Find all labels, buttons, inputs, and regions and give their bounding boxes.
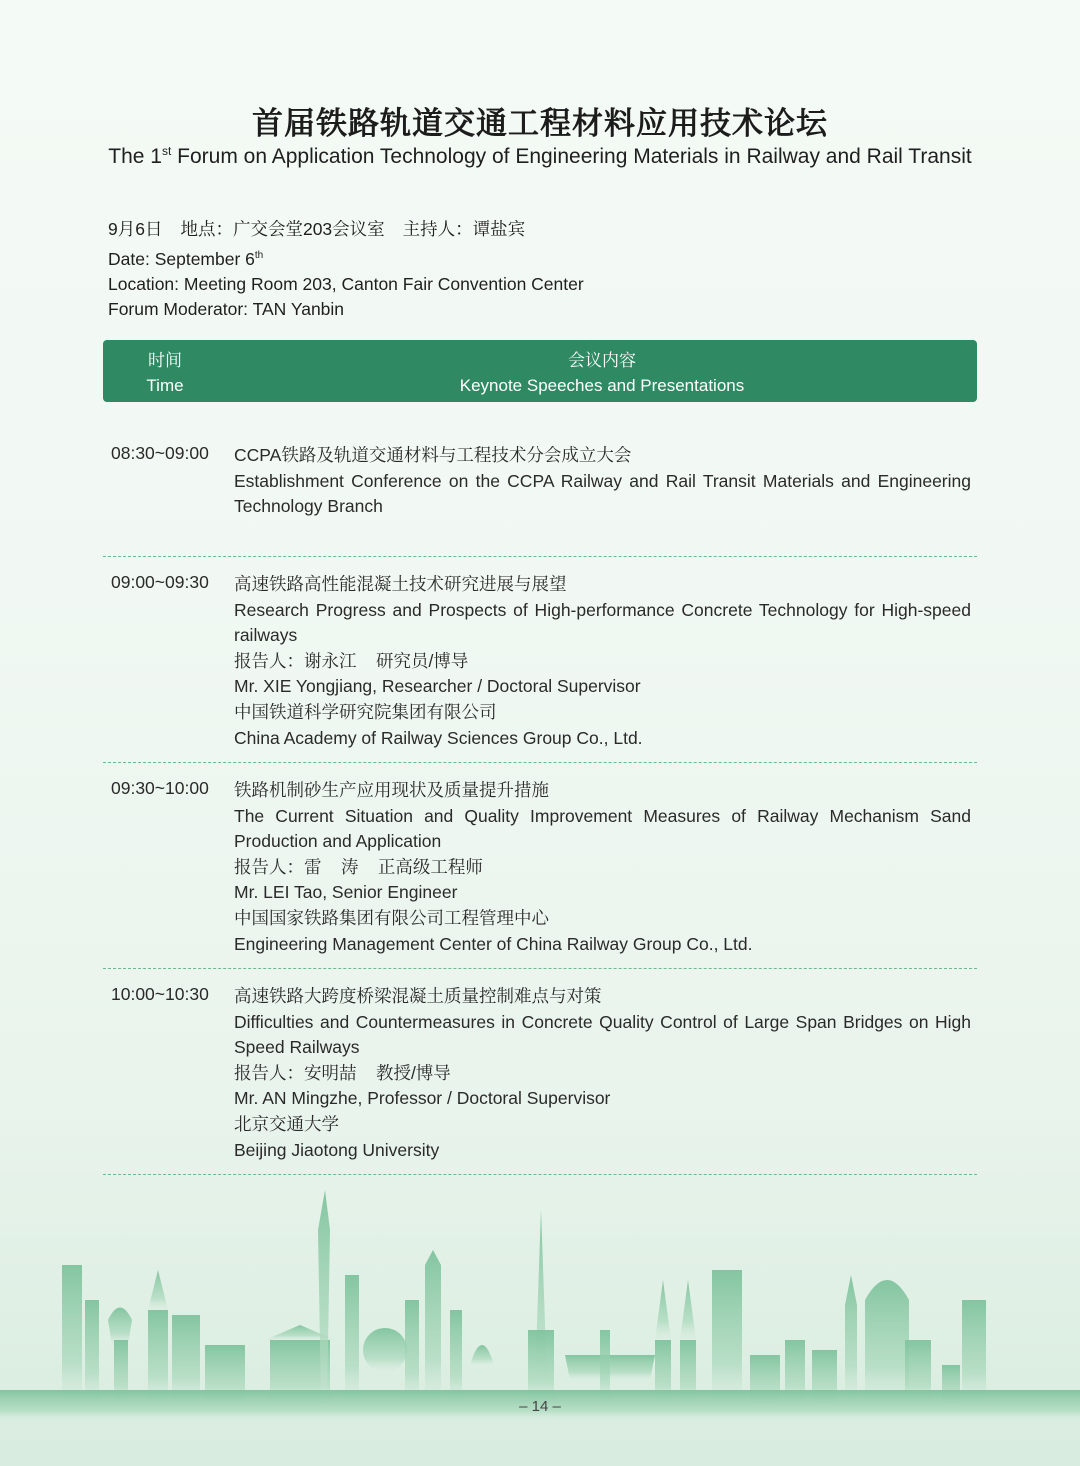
session-speaker-en: Mr. XIE Yongjiang, Researcher / Doctoral Supervisor (234, 676, 641, 697)
session-divider (103, 968, 977, 969)
session-divider (103, 556, 977, 557)
session-title-en: Establishment Conference on the CCPA Railway and Rail Transit Materials and Engineering Technology Branch (234, 470, 971, 517)
session-speaker-cn: 报告人：安明喆 教授/博导 (234, 1062, 451, 1083)
session-time: 09:30~10:00 (111, 778, 209, 798)
session-speaker-en: Mr. AN Mingzhe, Professor / Doctoral Supervisor (234, 1088, 611, 1109)
session-org-en: Beijing Jiaotong University (234, 1139, 440, 1160)
meta-cn-date: 9月6日 (108, 219, 163, 239)
session-org-en: China Academy of Railway Sciences Group Co., Ltd. (234, 727, 643, 748)
title-en-prefix: The 1 (108, 145, 162, 168)
forum-title-en (0, 144, 1080, 169)
meta-date-text: Date: September 6 (108, 248, 255, 269)
session-content (234, 778, 971, 957)
session-divider (103, 762, 977, 763)
meta-cn-moderator: 主持人：谭盐宾 (402, 219, 526, 239)
session-org-cn: 北京交通大学 (234, 1113, 339, 1134)
title-en-suffix: Forum on Application Technology of Engineering Materials in Railway and Rail Transit (171, 145, 972, 168)
session-divider (103, 1174, 977, 1175)
meta-cn-line (108, 217, 584, 243)
session-title-cn: CCPA铁路及轨道交通材料与工程技术分会成立大会 (234, 445, 632, 465)
forum-title-cn: 首届铁路轨道交通工程材料应用技术论坛 (252, 106, 828, 142)
forum-meta (108, 217, 584, 323)
session-org-cn: 中国铁道科学研究院集团有限公司 (234, 701, 497, 722)
session-speaker-en: Mr. LEI Tao, Senior Engineer (234, 882, 458, 903)
session-time: 10:00~10:30 (111, 984, 209, 1004)
city-skyline-illustration (0, 1190, 1080, 1420)
header-content-en: Keynote Speeches and Presentations (459, 376, 745, 395)
session-title-en: Research Progress and Prospects of High-performance Concrete Technology for High-speed railways (234, 599, 971, 646)
meta-date-sup: th (254, 249, 264, 261)
session-title-cn: 铁路机制砂生产应用现状及质量提升措施 (234, 780, 549, 800)
title-en-sup: st (161, 144, 172, 158)
session-speaker-cn: 报告人：雷 涛 正高级工程师 (234, 856, 483, 877)
page-number: – 14 – (519, 1398, 561, 1415)
session-speaker-cn: 报告人：谢永江 研究员/博导 (234, 650, 469, 671)
header-content-cn: 会议内容 (568, 351, 636, 370)
meta-date (108, 243, 584, 272)
session-org-en: Engineering Management Center of China Railway Group Co., Ltd. (234, 933, 753, 954)
meta-cn-location: 地点：广交会堂203会议室 (180, 219, 385, 239)
session-content (234, 572, 971, 751)
header-content (227, 348, 977, 398)
session-title-cn: 高速铁路高性能混凝土技术研究进展与展望 (234, 574, 567, 594)
session-time: 09:00~09:30 (111, 572, 209, 592)
session-title-cn: 高速铁路大跨度桥梁混凝土质量控制难点与对策 (234, 986, 602, 1006)
session-time: 08:30~09:00 (111, 443, 209, 463)
header-time-en: Time (146, 376, 184, 395)
session-title-en: The Current Situation and Quality Improvement Measures of Railway Mechanism Sand Production and Application (234, 805, 971, 852)
header-time-cn: 时间 (148, 351, 182, 370)
schedule-table-header (103, 340, 977, 402)
session-org-cn: 中国国家铁路集团有限公司工程管理中心 (234, 907, 549, 928)
meta-location: Location: Meeting Room 203, Canton Fair Convention Center (108, 273, 584, 294)
session-content (234, 984, 971, 1163)
meta-moderator: Forum Moderator: TAN Yanbin (108, 299, 345, 320)
session-title-en: Difficulties and Countermeasures in Concrete Quality Control of Large Span Bridges on High Speed Railways (234, 1011, 971, 1058)
header-time (103, 348, 227, 398)
session-content (234, 443, 971, 520)
